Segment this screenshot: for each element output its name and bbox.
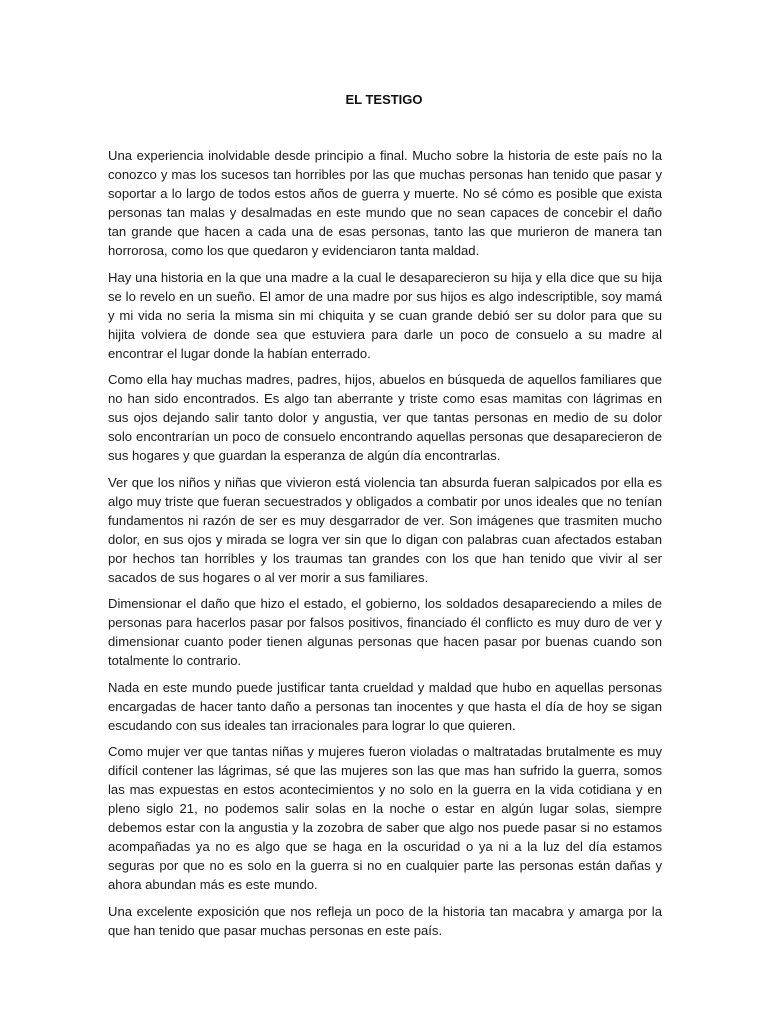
- paragraph: Hay una historia en la que una madre a la cual le desaparecieron su hija y ella dice que su hija se lo revelo en un sueño. El amor de una madre por sus hijos es algo indescriptible, soy mamá y mi vida no seria la misma sin mi chiquita y se cuan grande debió ser su dolor para que su hijita volviera de donde sea que estuviera para darle un poco de consuelo a su madre al encontrar el lugar donde la habían enterrado.: [108, 269, 662, 361]
- paragraph: Una experiencia inolvidable desde principio a final. Mucho sobre la historia de este país no la conozco y mas los sucesos tan horribles por las que muchas personas han tenido que pasar y soportar a lo largo de todos estos años de guerra y muerte. No sé cómo es posible que exista personas tan malas y desalmadas en este mundo que no sean capaces de concebir el daño tan grande que hacen a cada una de esas personas, tanto las que murieron de manera tan horrorosa, como los que quedaron y evidenciaron tanta maldad.: [108, 148, 662, 258]
- paragraph: Como ella hay muchas madres, padres, hijos, abuelos en búsqueda de aquellos familiares que no han sido encontrados. Es algo tan aberrante y triste como esas mamitas con lágrimas en sus ojos dejando salir tanto dolor y angustia, ver que tantas personas en medio de su dolor solo encontrarían un poco de consuelo encontrando aquellas personas que desaparecieron de sus hogares y que guardan la esperanza de algún día encontrarlas.: [108, 372, 662, 463]
- paragraph: Nada en este mundo puede justificar tanta crueldad y maldad que hubo en aquellas personas encargadas de hacer tanto daño a personas tan inocentes y que hasta el día de hoy se sigan escudando con sus ideales tan irracionales para lograr lo que quieren.: [108, 679, 662, 733]
- paragraph: Ver que los niños y niñas que vivieron está violencia tan absurda fueran salpicados por ella es algo muy triste que fueran secuestrados y obligados a combatir por unos ideales que no tenían fundamentos ni razón de ser es muy desgarrador de ver. Son imágenes que trasmiten mucho dolor, en sus ojos y mirada se logra ver sin que lo digan con palabras cuan afectados estaban por hechos tan horribles y los traumas tan grandes con los que han tenido que vivir al ser sacados de sus hogares o al ver morir a sus familiares.: [108, 474, 662, 585]
- paragraph: Como mujer ver que tantas niñas y mujeres fueron violadas o maltratadas brutalmente es muy difícil contener las lágrimas, sé que las mujeres son las que mas han sufrido la guerra, somos las mas expuestas en estos acontecimientos y no solo en la guerra en la vida cotidiana y en pleno siglo 21, no podemos salir solas en la noche o estar en algún lugar solas, siempre debemos estar con la angustia y la zozobra de saber que algo nos puede pasar si no estamos acompañadas ya no es algo que se haga en la oscuridad o ya ni a la luz del día estamos seguras por que no es solo en la guerra si no en cualquier parte las personas están dañas y ahora abundan más es este mundo.: [108, 744, 662, 892]
- paragraph: Dimensionar el daño que hizo el estado, el gobierno, los soldados desapareciendo a miles de personas para hacerlos pasar por falsos positivos, financiado él conflicto es muy duro de ver y dimensionar cuanto poder tienen algunas personas que hacen pasar por buenas cuando son totalmente lo contrario.: [108, 596, 662, 668]
- document-body: [108, 146, 662, 947]
- paragraph: Una excelente exposición que nos refleja un poco de la historia tan macabra y amarga por la que han tenido que pasar muchas personas en este país.: [108, 903, 662, 938]
- document-title: EL TESTIGO: [345, 92, 423, 107]
